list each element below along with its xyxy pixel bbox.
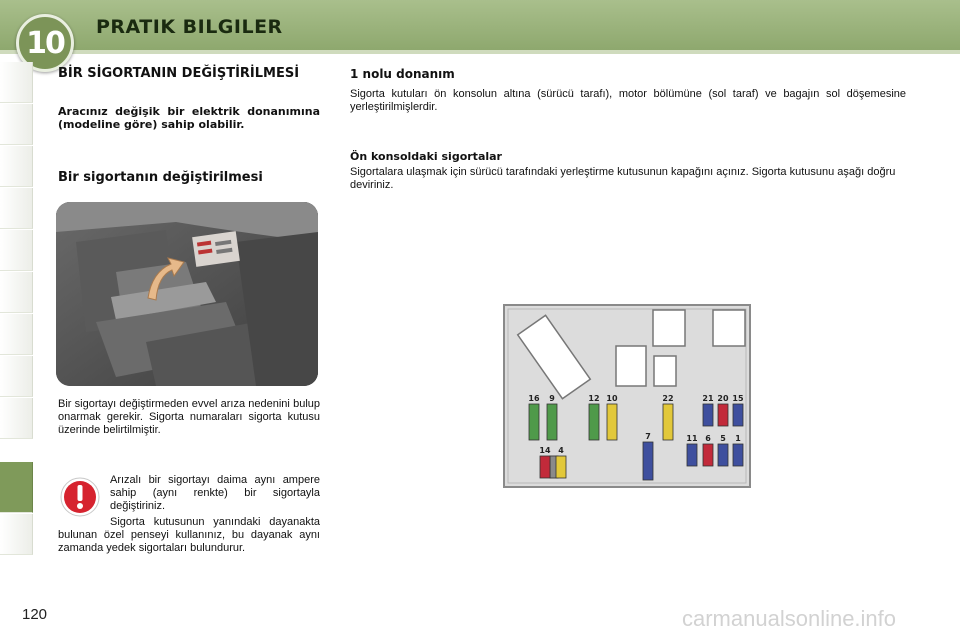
page-number: 120: [22, 606, 48, 623]
chapter-tab[interactable]: [0, 356, 33, 397]
front-console-instructions: Sigortalara ulaşmak için sürücü tarafındaki yerleştirme kutusunun kapağını açınız. Sigorta kutusunu aşağı doğru deviriniz.: [350, 166, 896, 191]
fuse-16: [529, 404, 539, 440]
fuse-15: [733, 404, 743, 426]
fuse-21: [703, 404, 713, 426]
intro-text: Aracınız değişik bir elektrik donanımına (modeline göre) sahip olabilir.: [58, 105, 320, 131]
chapter-title: PRATIK BILGILER: [96, 16, 283, 38]
chapter-tab[interactable]: [0, 188, 33, 229]
chapter-tab-active[interactable]: [0, 462, 33, 513]
fuse-label-7: 7: [645, 432, 651, 441]
fuse-20: [718, 404, 728, 426]
fuse-box-photo: [56, 202, 318, 386]
chapter-tab[interactable]: [0, 514, 33, 555]
fuse-6: [703, 444, 713, 466]
fuse-box-locations: Sigorta kutuları ön konsolun altına (sürücü tarafı), motor bölümüne (sol taraf) ve bagajın sol döşemesine yerleştirilmişlerdir.: [350, 88, 906, 113]
chapter-tab[interactable]: [0, 104, 33, 145]
fuse-label-22: 22: [662, 394, 674, 403]
subheading-fuse-replacement: Bir sigortanın değiştirilmesi: [58, 170, 263, 185]
chapter-tab[interactable]: [0, 146, 33, 187]
fuse-label-15: 15: [732, 394, 744, 403]
section-title: BİR SİGORTANIN DEĞİŞTİRİLMESİ: [58, 66, 300, 81]
fuse-label-11: 11: [686, 434, 698, 443]
fuse-label-21: 21: [702, 394, 714, 403]
watermark: carmanualsonline.info: [682, 606, 897, 631]
relay-slot: [713, 310, 745, 346]
fuse-22: [663, 404, 673, 440]
header-divider: [0, 50, 960, 54]
fuse-7: [643, 442, 653, 480]
chapter-tab[interactable]: [0, 272, 33, 313]
fuse-4: [556, 456, 566, 478]
fuse-label-4: 4: [558, 446, 564, 455]
relay-slot: [616, 346, 646, 386]
fuse-label-10: 10: [606, 394, 618, 403]
fuse-14: [540, 456, 550, 478]
relay-slot: [653, 310, 685, 346]
fuse-label-16: 16: [528, 394, 540, 403]
fuse-5: [718, 444, 728, 466]
fuse-1: [733, 444, 743, 466]
chapter-tab[interactable]: [0, 230, 33, 271]
fuse-11: [687, 444, 697, 466]
fuse-label-9: 9: [549, 394, 555, 403]
fuse-label-1: 1: [735, 434, 741, 443]
fuse-label-12: 12: [588, 394, 600, 403]
warning-text-pliers: Sigorta kutusunun yanındaki dayanakta bulunan özel penseyi kullanınız, bu dayanak aynı zamanda yedek sigortaları bulundurur.: [58, 516, 320, 554]
fuse-9: [547, 404, 557, 440]
front-console-fuses-heading: Ön konsoldaki sigortalar: [350, 150, 502, 163]
chapter-number: 10: [26, 25, 64, 61]
fuse-12: [589, 404, 599, 440]
chapter-tabs: [0, 62, 36, 572]
fuse-label-5: 5: [720, 434, 726, 443]
chapter-tab[interactable]: [0, 62, 33, 103]
fuse-label-14: 14: [539, 446, 551, 455]
fuse-label-6: 6: [705, 434, 711, 443]
equipment-heading: 1 nolu donanım: [350, 67, 455, 81]
fuse-repair-paragraph: Bir sigortayı değiştirmeden evvel arıza nedenini bulup onarmak gerekir. Sigorta numaraları sigorta kutusu üzerinde belirtilmiştir.: [58, 398, 320, 436]
warning-icon: [60, 477, 100, 517]
warning-text-amperage: Arızalı bir sigortayı daima aynı ampere sahip (aynı renkte) bir sigortayla değiştiriniz.: [110, 474, 320, 512]
relay-slot: [654, 356, 676, 386]
chapter-tab[interactable]: [0, 398, 33, 439]
chapter-tab[interactable]: [0, 314, 33, 355]
fuse-label-20: 20: [717, 394, 729, 403]
fuse-box-diagram: [503, 304, 751, 488]
fuse-10: [607, 404, 617, 440]
